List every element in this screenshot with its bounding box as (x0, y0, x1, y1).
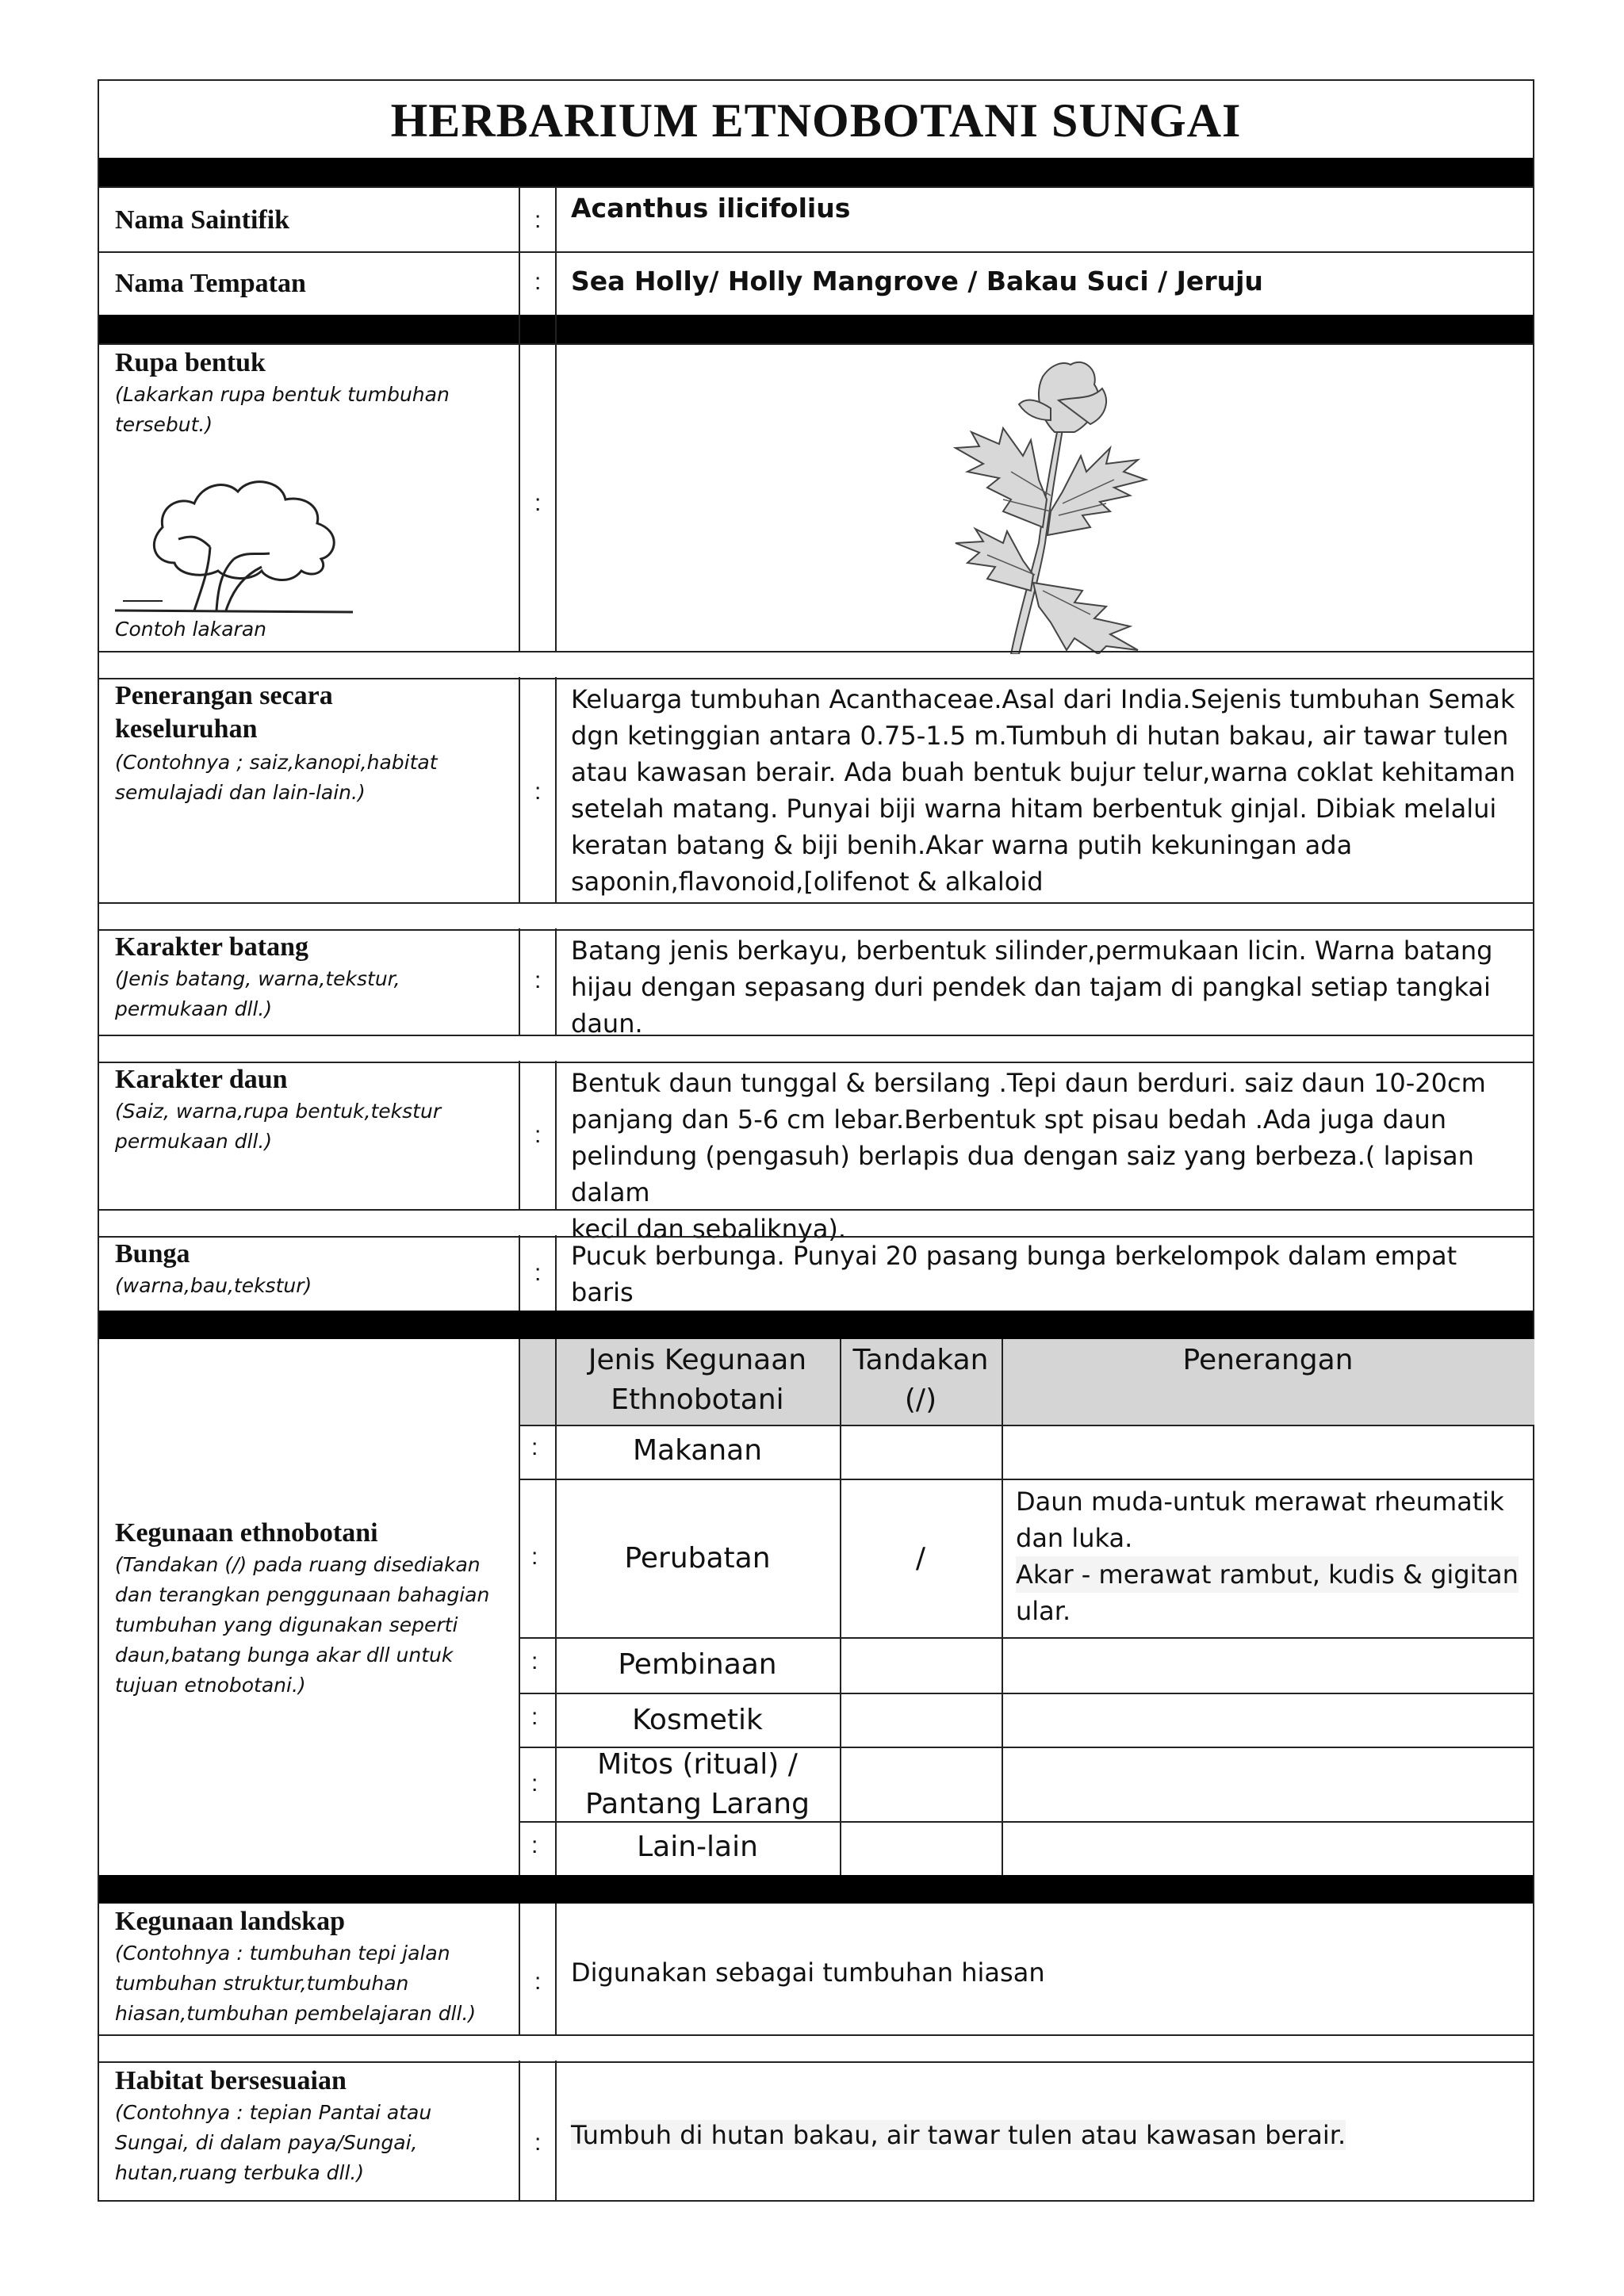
colon: : (531, 1544, 538, 1570)
text-line: pelindung (pengasuh) berlapis dua dengan saiz yang berbeza.( lapisan dalam (571, 1141, 1474, 1207)
table-cell-penerangan (1016, 1483, 1523, 1629)
column-divider (1002, 1339, 1003, 1875)
table-row-divider (519, 1637, 1533, 1639)
section-divider (99, 315, 1533, 343)
note-habitat: (Contohnya : tepian Pantai atau Sungai, di dalam paya/Sungai, hutan,ruang terbuka dll.) (115, 2101, 432, 2184)
text-line: keratan batang & biji benih.Akar warna putih kekuningan ada (571, 830, 1353, 860)
page-title: HERBARIUM ETNOBOTANI SUNGAI (390, 94, 1242, 147)
value-kegunaan-landskap: Digunakan sebagai tumbuhan hiasan (571, 1957, 1045, 1988)
colon: : (534, 1969, 542, 1995)
row-nama-saintifik (99, 186, 1533, 251)
text-line: saponin,flavonoid,[olifenot & alkaloid (571, 867, 1044, 897)
colon: : (531, 1648, 538, 1674)
spacer-mask (511, 904, 567, 928)
text-line: kecil dan sebaliknya). (571, 1214, 847, 1244)
text-line: Batang jenis berkayu, berbentuk silinder,permukaan licin. Warna batang (571, 936, 1493, 966)
header-text: Jenis Kegunaan (588, 1344, 807, 1376)
value-habitat (571, 2117, 1522, 2153)
section-divider (99, 158, 1533, 186)
column-divider-right (555, 1339, 557, 1875)
note-kegunaan-ethnobotani: (Tandakan (/) pada ruang disediakan dan terangkan penggunaan bahagian tumbuhan yang digunakan seperti daun,batang bunga akar dll untuk tujuan etnobotani.) (115, 1553, 490, 1697)
note-bunga: (warna,bau,tekstur) (115, 1274, 312, 1297)
row-karakter-batang (99, 929, 1533, 1039)
caption-contoh-lakaran: Contoh lakaran (115, 618, 266, 641)
table-cell-jenis: Kosmetik (632, 1704, 763, 1736)
text-line: atau kawasan berair. Ada buah bentuk bujur telur,warna coklat kehitaman (571, 757, 1516, 787)
label-penerangan-1: Penerangan secara (115, 681, 333, 710)
note-karakter-daun: (Saiz, warna,rupa bentuk,tekstur permukaan dll.) (115, 1100, 442, 1153)
table-cell-jenis: Makanan (632, 1434, 763, 1467)
spacer-mask (511, 2036, 567, 2061)
colon: : (531, 1704, 538, 1730)
text-line: Akar - merawat rambut, kudis & gigitan (1016, 1556, 1519, 1593)
spacer-mask (511, 1036, 567, 1061)
table-header-tandakan (840, 1341, 1002, 1420)
acanthus-illustration (892, 353, 1178, 654)
colon: : (531, 1770, 538, 1797)
table-cell-jenis: Pembinaan (618, 1648, 777, 1681)
label-karakter-daun: Karakter daun (115, 1065, 288, 1094)
text-line: setelah matang. Punyai biji warna hitam berbentuk ginjal. Dibiak melalui (571, 794, 1497, 824)
text-line: hijau dengan sepasang duri pendek dan tajam di pangkal setiap tangkai daun. (571, 972, 1491, 1039)
colon: : (534, 269, 542, 295)
table-row-divider (519, 1425, 1533, 1426)
text-line: ular. (1016, 1596, 1071, 1626)
table-header-jenis (555, 1341, 840, 1420)
text-line: dgn ketinggian antara 0.75-1.5 m.Tumbuh di hutan bakau, air tawar tulen (571, 721, 1509, 751)
label-penerangan-2: keseluruhan (115, 714, 258, 744)
label-kegunaan-landskap: Kegunaan landskap (115, 1907, 346, 1936)
column-divider-right (555, 186, 557, 1311)
colon: : (534, 490, 542, 516)
text-line: Pantang Larang (585, 1788, 810, 1820)
text-line: Keluarga tumbuhan Acanthaceae.Asal dari India.Sejenis tumbuhan Semak (571, 684, 1515, 714)
section-divider (99, 1875, 1533, 1904)
note-karakter-batang: (Jenis batang, warna,tekstur, permukaan dll.) (115, 967, 400, 1020)
value-nama-saintifik: Acanthus ilicifolius (571, 193, 851, 224)
text-line: dan luka. (1016, 1523, 1133, 1553)
note-rupa-bentuk: (Lakarkan rupa bentuk tumbuhan tersebut.) (115, 383, 450, 436)
colon: : (534, 1122, 542, 1148)
label-karakter-batang: Karakter batang (115, 932, 308, 962)
note-kegunaan-landskap: (Contohnya : tumbuhan tepi jalan tumbuhan struktur,tumbuhan hiasan,tumbuhan pembelajaran dll.) (115, 1942, 477, 2025)
row-nama-tempatan (99, 251, 1533, 315)
label-nama-saintifik: Nama Saintifik (115, 205, 290, 235)
text-line: Daun muda-untuk merawat rheumatik (1016, 1487, 1504, 1517)
header-text: (/) (904, 1383, 937, 1416)
spacer-row (99, 651, 1533, 678)
text-line: Mitos (ritual) / (597, 1748, 798, 1781)
spacer-row (99, 902, 1533, 929)
colon: : (534, 207, 542, 233)
spacer-row (99, 1035, 1533, 1062)
header-text: Tandakan (852, 1344, 989, 1376)
section-divider (99, 1311, 1533, 1339)
table-header-penerangan: Penerangan (1182, 1344, 1354, 1376)
value-penerangan (571, 681, 1522, 900)
table-cell-tandakan[interactable]: / (915, 1542, 926, 1575)
label-habitat: Habitat bersesuaian (115, 2066, 347, 2095)
label-kegunaan-ethnobotani: Kegunaan ethnobotani (115, 1518, 378, 1548)
column-divider-left (519, 186, 520, 1311)
row-kegunaan-ethnobotani (99, 1339, 1533, 1875)
label-rupa-bentuk: Rupa bentuk (115, 348, 266, 377)
row-penerangan (99, 678, 1533, 902)
colon: : (531, 1832, 538, 1858)
spacer-mask (511, 1211, 567, 1235)
colon: : (531, 1434, 538, 1460)
spacer-row (99, 2034, 1533, 2061)
table-row-divider (519, 1479, 1533, 1480)
label-nama-tempatan: Nama Tempatan (115, 269, 306, 298)
table-row-divider (519, 1693, 1533, 1694)
column-divider-left (519, 1339, 520, 1875)
value-nama-tempatan: Sea Holly/ Holly Mangrove / Bakau Suci / Jeruju (571, 266, 1263, 297)
row-bunga (99, 1236, 1533, 1311)
table-cell-jenis: Perubatan (624, 1542, 771, 1575)
row-kegunaan-landskap (99, 1904, 1533, 2034)
row-habitat (99, 2061, 1533, 2202)
value-karakter-batang (571, 932, 1522, 1042)
herbarium-sheet (98, 79, 1534, 2202)
tree-sketch-image (115, 460, 353, 618)
table-cell-jenis (555, 1745, 840, 1824)
table-cell-jenis: Lain-lain (637, 1831, 758, 1863)
habitat-text: Tumbuh di hutan bakau, air tawar tulen atau kawasan berair. (571, 2120, 1346, 2150)
colon: : (534, 779, 542, 805)
note-penerangan: (Contohnya ; saiz,kanopi,habitat semulajadi dan lain-lain.) (115, 751, 438, 804)
text-line: Pucuk berbunga. Punyai 20 pasang bunga berkelompok dalam empat baris (571, 1241, 1457, 1307)
text-line: panjang dan 5-6 cm lebar.Berbentuk spt pisau bedah .Ada juga daun (571, 1104, 1447, 1135)
label-bunga: Bunga (115, 1239, 190, 1269)
row-rupa-bentuk (99, 343, 1533, 651)
spacer-row (99, 1209, 1533, 1236)
colon: : (534, 967, 542, 993)
colon: : (534, 1260, 542, 1286)
header-text: Ethnobotani (611, 1383, 784, 1416)
text-line: Bentuk daun tunggal & bersilang .Tepi daun berduri. saiz daun 10-20cm (571, 1068, 1486, 1098)
row-karakter-daun (99, 1062, 1533, 1244)
spacer-mask (511, 652, 567, 677)
colon: : (534, 2130, 542, 2156)
